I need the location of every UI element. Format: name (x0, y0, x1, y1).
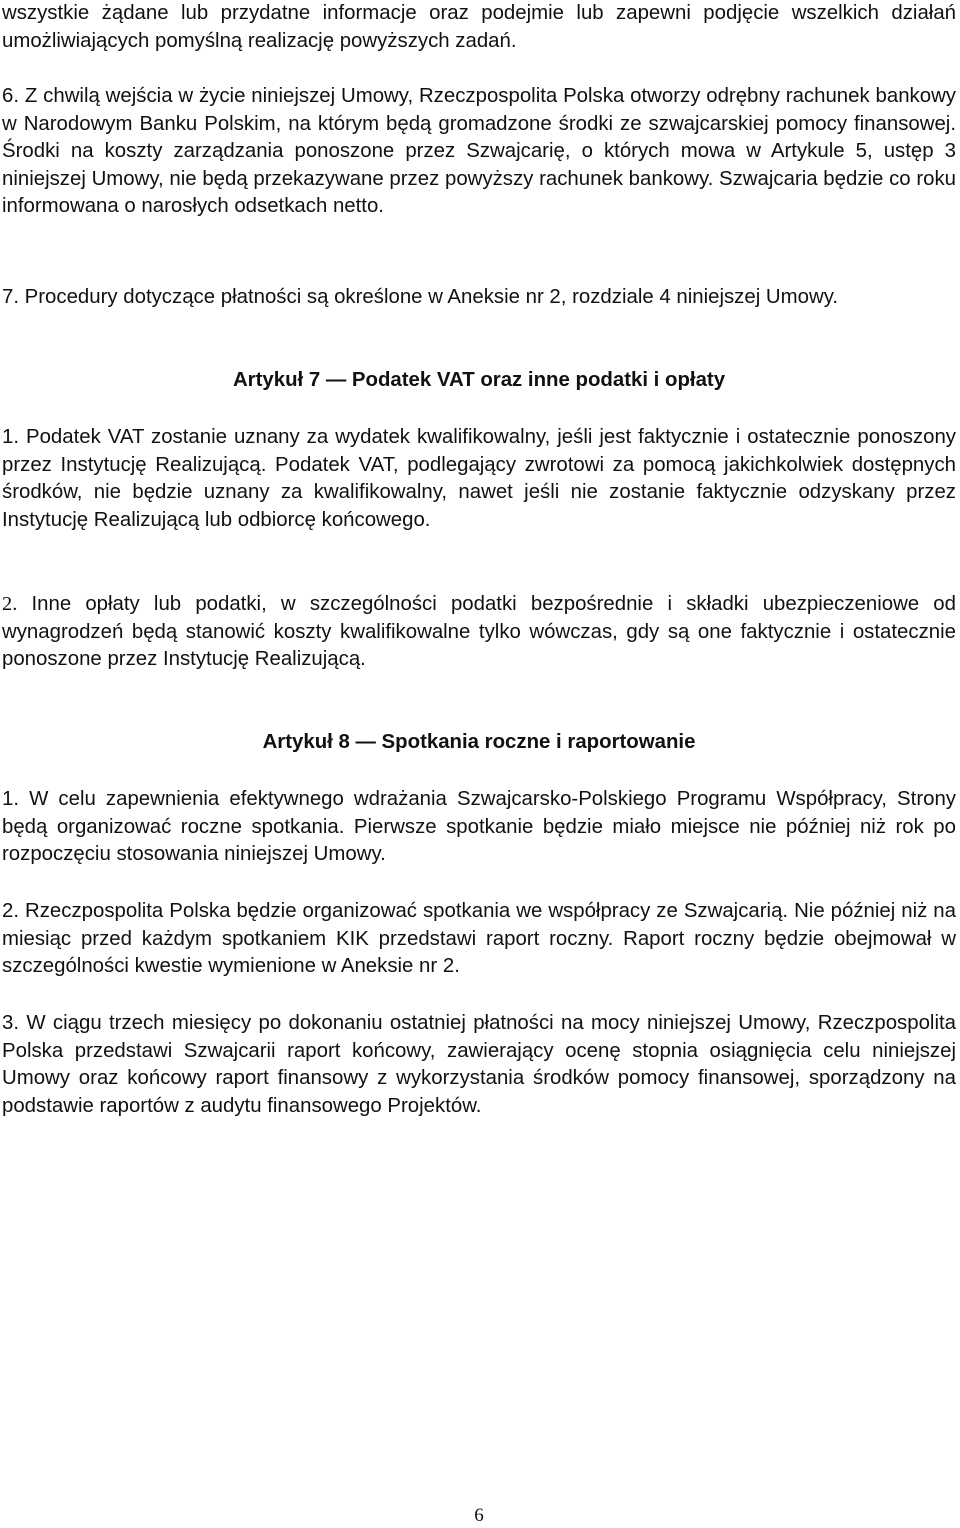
article-8-paragraph-3: 3. W ciągu trzech miesięcy po dokonaniu ostatniej płatności na mocy niniejszej Umowy, Rzeczpospolita Polska przedstawi Szwajcarii raport końcowy, zawierający ocenę stopnia osiągnięcia celu niniejszej Umowy oraz końcowy raport finansowy z wykorzystania środków pomocy finansowej, sporządzony na podstawie raportów z audytu finansowego Projektów. (2, 1012, 956, 1117)
paragraph-7: 7. Procedury dotyczące płatności są określone w Aneksie nr 2, rozdziale 4 niniejszej Umowy. (2, 286, 839, 308)
intro-paragraph: wszystkie żądane lub przydatne informacje oraz podejmie lub zapewni podjęcie wszelkich działań umożliwiających pomyślną realizację powyższych zadań. (2, 2, 956, 52)
document-page (2, 0, 956, 1528)
article-7-paragraph-2 (2, 591, 956, 674)
article-8-paragraph-2: 2. Rzeczpospolita Polska będzie organizować spotkania we współpracy ze Szwajcarią. Nie później niż na miesiąc przed każdym spotkaniem KIK przedstawi raport roczny. Raport roczny będzie obejmował w szczególności kwestie wymienione w Aneksie nr 2. (2, 900, 956, 978)
article-7-paragraph-1: 1. Podatek VAT zostanie uznany za wydatek kwalifikowalny, jeśli jest faktycznie i ostatecznie ponoszony przez Instytucję Realizującą. Podatek VAT, podlegający zwrotowi za pomocą jakichkolwiek dostępnych środków, nie będzie uznany za kwalifikowalny, nawet jeśli nie zostanie faktycznie odzyskany przez Instytucję Realizującą lub odbiorcę końcowego. (2, 426, 956, 531)
paragraph-6: 6. Z chwilą wejścia w życie niniejszej Umowy, Rzeczpospolita Polska otworzy odrębny rachunek bankowy w Narodowym Banku Polskim, na którym będą gromadzone środki ze szwajcarskiej pomocy finansowej. Środki na koszty zarządzania ponoszone przez Szwajcarię, o których mowa w Artykule 5, ustęp 3 niniejszej Umowy, nie będą przekazywane przez powyższy rachunek bankowy. Szwajcaria będzie co roku informowana o narosłych odsetkach netto. (2, 85, 956, 218)
article-7-paragraph-2-number: 2. (2, 593, 18, 615)
article-7-heading: Artykuł 7 — Podatek VAT oraz inne podatki i opłaty (232, 369, 726, 391)
article-7-paragraph-2-text: Inne opłaty lub podatki, w szczególności podatki bezpośrednie i składki ubezpieczeniowe od wynagrodzeń będą stanowić koszty kwalifikowalne tylko wówczas, gdy są one faktycznie i ostatecznie ponoszone przez Instytucję Realizującą. (2, 593, 956, 671)
article-8-paragraph-1: 1. W celu zapewnienia efektywnego wdrażania Szwajcarsko-Polskiego Programu Współpracy, Strony będą organizować roczne spotkania. Pierwsze spotkanie będzie miało miejsce nie później niż rok po rozpoczęciu stosowania niniejszej Umowy. (2, 788, 956, 866)
article-8-heading: Artykuł 8 — Spotkania roczne i raportowanie (262, 731, 696, 753)
page-number: 6 (474, 1505, 484, 1526)
